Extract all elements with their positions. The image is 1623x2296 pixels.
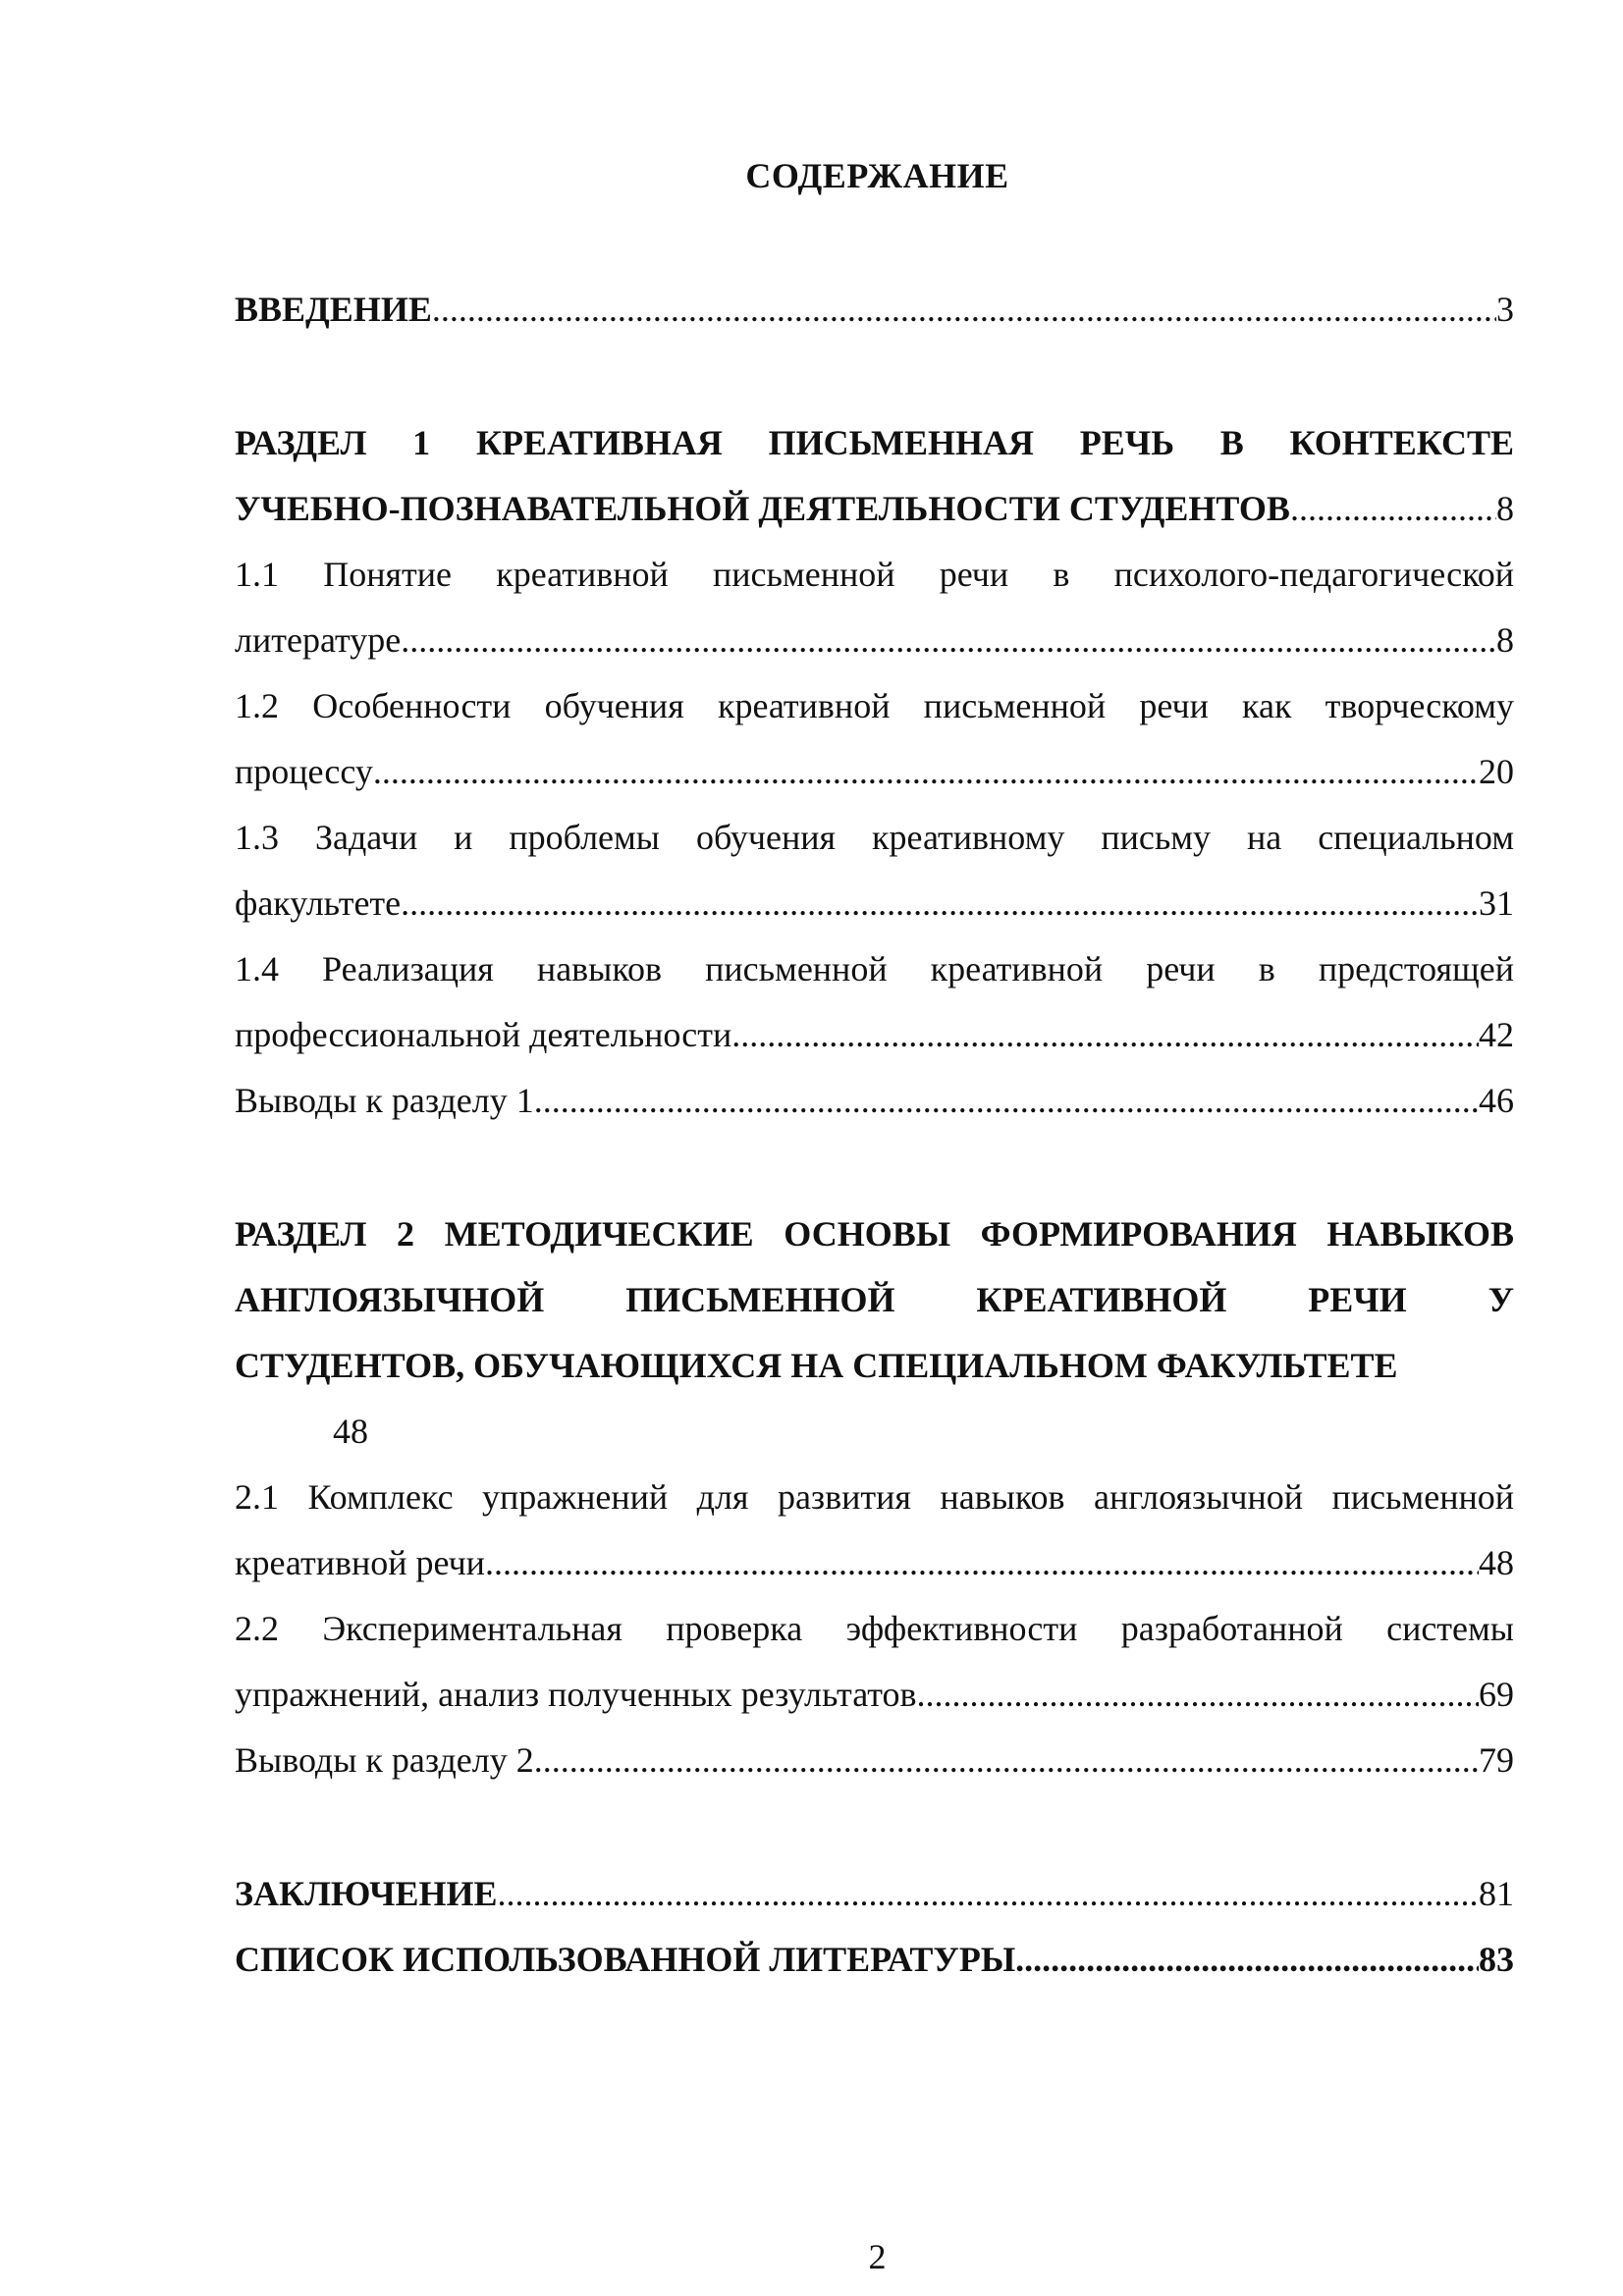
toc-section-1-heading-line-1: РАЗДЕЛ 1 КРЕАТИВНАЯ ПИСЬМЕННАЯ РЕЧЬ В КОНТЕКСТЕ [235,423,1514,462]
toc-entry-section-1-conclusions [235,1076,1514,1125]
toc-entry-page: 48 [1479,1543,1514,1582]
toc-entry-label: ВВЕДЕНИЕ [235,290,432,329]
toc-entry-page: 48 [333,1412,368,1451]
toc-entry-page: 81 [1479,1874,1514,1913]
toc-entry-page: 42 [1479,1015,1514,1054]
toc-section-2-heading-line-3: СТУДЕНТОВ, ОБУЧАЮЩИХСЯ НА СПЕЦИАЛЬНОМ ФАКУЛЬТЕТЕ [235,1346,1398,1385]
toc-section-2-page-line [235,1407,1514,1456]
toc-entry-1-3-line-2 [235,879,1514,928]
toc-entry-label: профессиональной деятельности [235,1015,732,1054]
toc-entry-section-2-conclusions [235,1735,1514,1785]
toc-entry-conclusion [235,1869,1514,1918]
toc-entry-2-1-line-1: 2.1 Комплекс упражнений для развития навыков англоязычной письменной [235,1477,1514,1517]
toc-entry-1-1-line-2 [235,615,1514,665]
dot-leader [1290,484,1496,533]
dot-leader [373,747,1479,796]
page-number: 2 [868,2237,887,2276]
toc-entry-1-4-line-1: 1.4 Реализация навыков письменной креативной речи в предстоящей [235,949,1514,988]
dot-leader [534,1735,1479,1785]
toc-entry-label: ЗАКЛЮЧЕНИЕ [235,1874,498,1913]
toc-entry-page: 69 [1479,1675,1514,1714]
toc-entry-2-2-line-1: 2.2 Экспериментальная проверка эффективности разработанной системы [235,1609,1514,1648]
toc-entry-label: процессу [235,752,373,791]
toc-entry-page: 46 [1479,1081,1514,1120]
toc-entry-1-2-line-2 [235,747,1514,796]
dot-leader [1015,1935,1479,1984]
toc-entry-1-4-line-2 [235,1010,1514,1059]
toc-entry-2-1-line-2 [235,1538,1514,1587]
toc-entry-page: 3 [1496,290,1514,329]
dot-leader [485,1538,1479,1587]
toc-section-1-heading-line-2 [235,484,1514,533]
toc-entry-label: факультете [235,883,402,923]
toc-entry-1-2-line-1: 1.2 Особенности обучения креативной письменной речи как творческому [235,686,1514,725]
dot-leader [401,615,1496,665]
dot-leader [917,1670,1480,1719]
dot-leader [432,285,1496,334]
dot-leader [534,1076,1479,1125]
toc-entry-label: литературе [235,620,402,660]
toc-entry-page: 83 [1479,1940,1514,1979]
toc-entry-label: Выводы к разделу 2 [235,1740,534,1780]
toc-entry-page: 8 [1496,620,1514,660]
dot-leader [498,1869,1479,1918]
page-title: СОДЕРЖАНИЕ [745,156,1009,195]
toc-section-2-heading-line-2: АНГЛОЯЗЫЧНОЙ ПИСЬМЕННОЙ КРЕАТИВНОЙ РЕЧИ У [235,1280,1514,1319]
toc-entry-page: 20 [1479,752,1514,791]
toc-entry-page: 8 [1496,489,1514,528]
dot-leader [401,879,1479,928]
toc-entry-label: УЧЕБНО-ПОЗНАВАТЕЛЬНОЙ ДЕЯТЕЛЬНОСТИ СТУДЕНТОВ [235,489,1290,528]
toc-entry-label: креативной речи [235,1543,485,1582]
dot-leader [731,1010,1479,1059]
toc-entry-page: 31 [1479,883,1514,923]
toc-entry-2-2-line-2 [235,1670,1514,1719]
toc-entry-label: упражнений, анализ полученных результатов [235,1675,917,1714]
toc-entry-page: 79 [1479,1740,1514,1780]
toc-entry-label: Выводы к разделу 1 [235,1081,534,1120]
toc-section-2-heading-line-1: РАЗДЕЛ 2 МЕТОДИЧЕСКИЕ ОСНОВЫ ФОРМИРОВАНИЯ НАВЫКОВ [235,1214,1514,1254]
toc-entry-label: СПИСОК ИСПОЛЬЗОВАННОЙ ЛИТЕРАТУРЫ [235,1940,1016,1979]
toc-entry-references [235,1935,1514,1984]
toc-entry-1-3-line-1: 1.3 Задачи и проблемы обучения креативному письму на специальном [235,818,1514,857]
toc-entry-1-1-line-1: 1.1 Понятие креативной письменной речи в психолого-педагогической [235,555,1514,594]
toc-entry-introduction [235,285,1514,334]
